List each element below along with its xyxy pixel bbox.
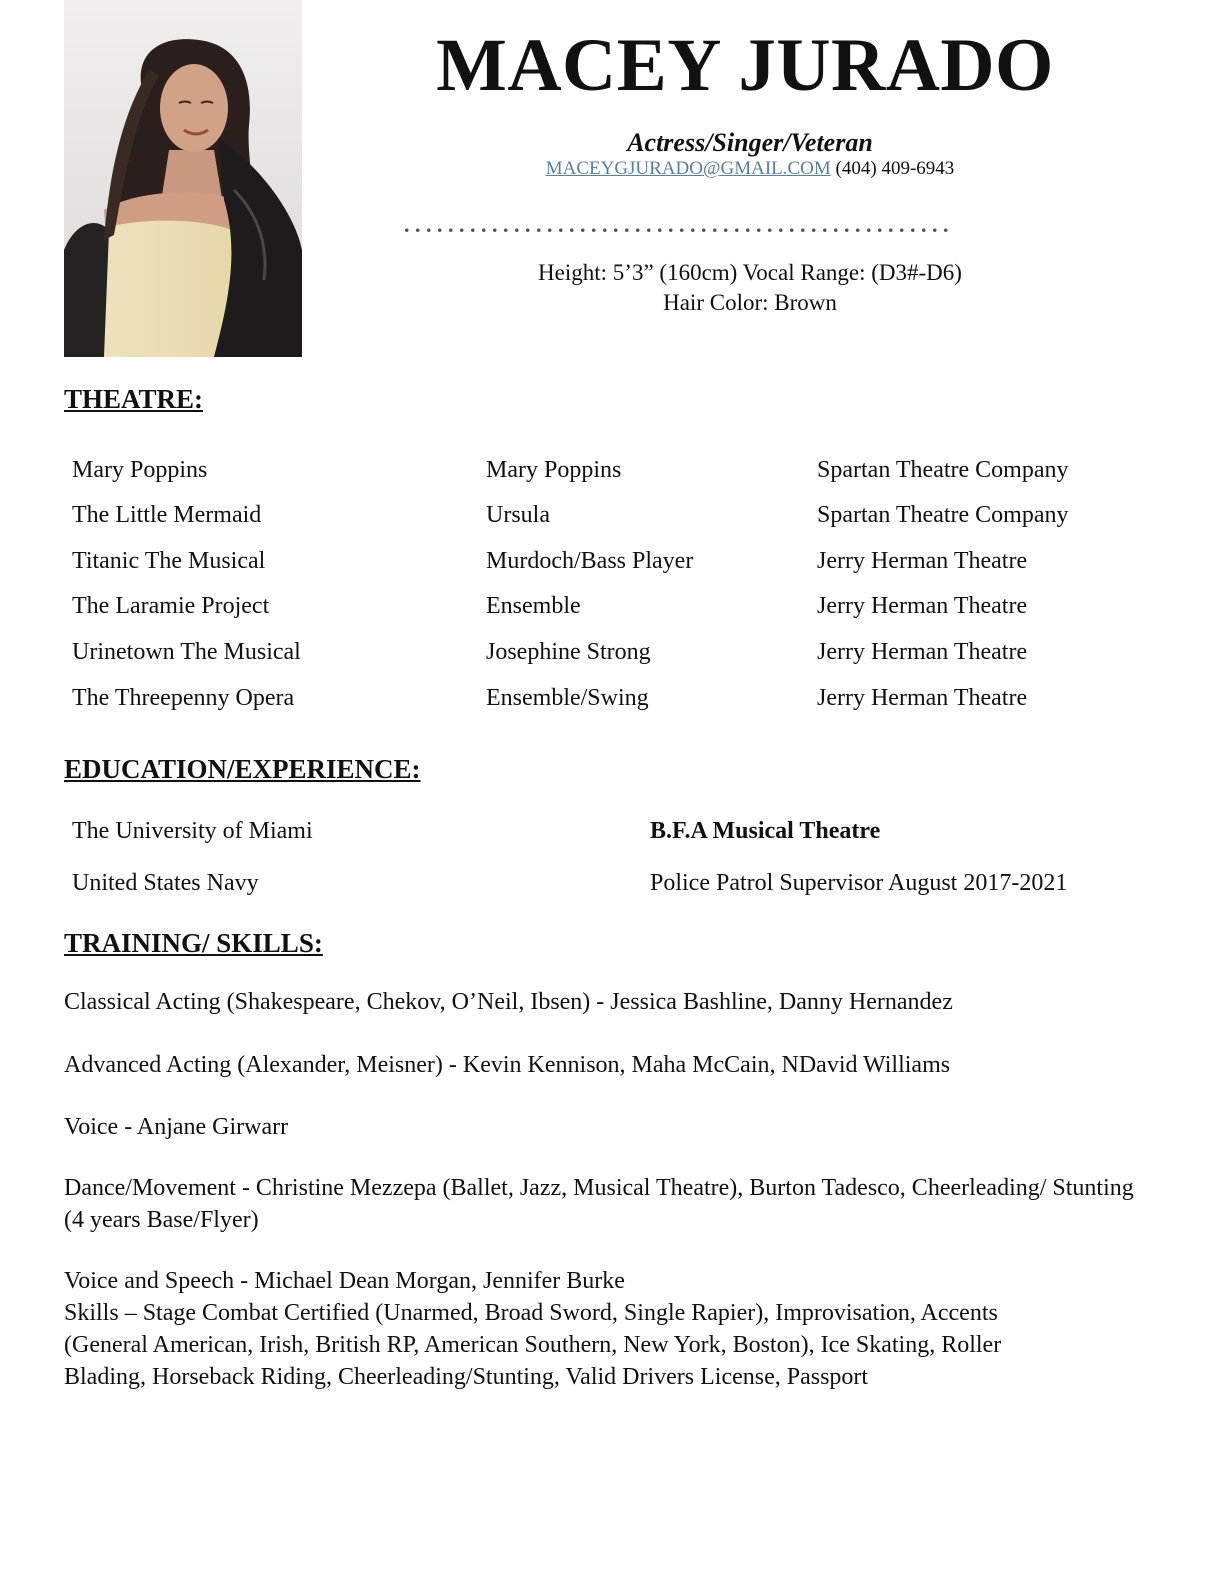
theatre-role: Ursula (486, 502, 550, 528)
resume-name: MACEY JURADO (436, 24, 1054, 107)
education-detail: B.F.A Musical Theatre (650, 818, 881, 844)
theatre-company: Spartan Theatre Company (817, 457, 1069, 483)
theatre-role: Ensemble (486, 593, 581, 619)
email-link[interactable]: MACEYGJURADO@GMAIL.COM (545, 158, 831, 179)
personal-stats (360, 258, 1140, 318)
theatre-company: Jerry Herman Theatre (817, 548, 1028, 574)
training-item: Dance/Movement - Christine Mezzepa (Ballet, Jazz, Musical Theatre), Burton Tadesco, Cheerleading/ Stunting (4 years Base/Flyer) (64, 1175, 1134, 1233)
training-classical (64, 986, 1144, 1018)
theatre-role: Josephine Strong (486, 639, 651, 665)
education-place: The University of Miami (72, 818, 313, 844)
education-detail: Police Patrol Supervisor August 2017-2021 (650, 870, 1068, 896)
phone-number: (404) 409-6943 (835, 158, 955, 179)
theatre-company: Jerry Herman Theatre (817, 593, 1028, 619)
contact-line (360, 158, 1140, 180)
training-item: Advanced Acting (Alexander, Meisner) - Kevin Kennison, Maha McCain, NDavid Williams (64, 1052, 951, 1078)
training-item: Classical Acting (Shakespeare, Chekov, O’Neil, Ibsen) - Jessica Bashline, Danny Hernandez (64, 989, 953, 1015)
theatre-heading: THEATRE: (64, 384, 204, 414)
stats-line-1: Height: 5’3” (160cm) Vocal Range: (D3#-D6) (538, 260, 962, 285)
skills-list: Skills – Stage Combat Certified (Unarmed, Broad Sword, Single Rapier), Improvisation, Accents (General American, Irish, British RP, American Southern, New York, Boston), Ice Skating, Roller Blading, Horseback Riding, Cheerleading/Stunting, Valid Drivers License, Passport (64, 1300, 1002, 1390)
training-advanced (64, 1049, 1144, 1081)
theatre-company: Jerry Herman Theatre (817, 639, 1028, 665)
dotted-divider: .................................................. (404, 214, 954, 237)
theatre-company: Spartan Theatre Company (817, 502, 1069, 528)
resume-tagline: Actress/Singer/Veteran (627, 128, 873, 157)
theatre-company: Jerry Herman Theatre (817, 685, 1028, 711)
stats-line-2: Hair Color: Brown (663, 290, 837, 315)
training-item: Voice - Anjane Girwarr (64, 1114, 289, 1140)
theatre-role: Ensemble/Swing (486, 685, 649, 711)
theatre-show: The Threepenny Opera (72, 685, 295, 711)
theatre-show: Titanic The Musical (72, 548, 266, 574)
theatre-show: Mary Poppins (72, 457, 208, 483)
theatre-show: The Little Mermaid (72, 502, 262, 528)
theatre-show: The Laramie Project (72, 593, 270, 619)
theatre-show: Urinetown The Musical (72, 639, 301, 665)
training-voice (64, 1111, 1144, 1143)
education-place: United States Navy (72, 870, 259, 896)
theatre-role: Mary Poppins (486, 457, 622, 483)
theatre-role: Murdoch/Bass Player (486, 548, 694, 574)
headshot-photo (64, 0, 302, 357)
training-item: Voice and Speech - Michael Dean Morgan, Jennifer Burke (64, 1268, 625, 1294)
training-speech-skills (64, 1265, 1084, 1393)
training-heading: TRAINING/ SKILLS: (64, 928, 323, 958)
training-dance (64, 1172, 1134, 1236)
education-heading: EDUCATION/EXPERIENCE: (64, 754, 421, 784)
